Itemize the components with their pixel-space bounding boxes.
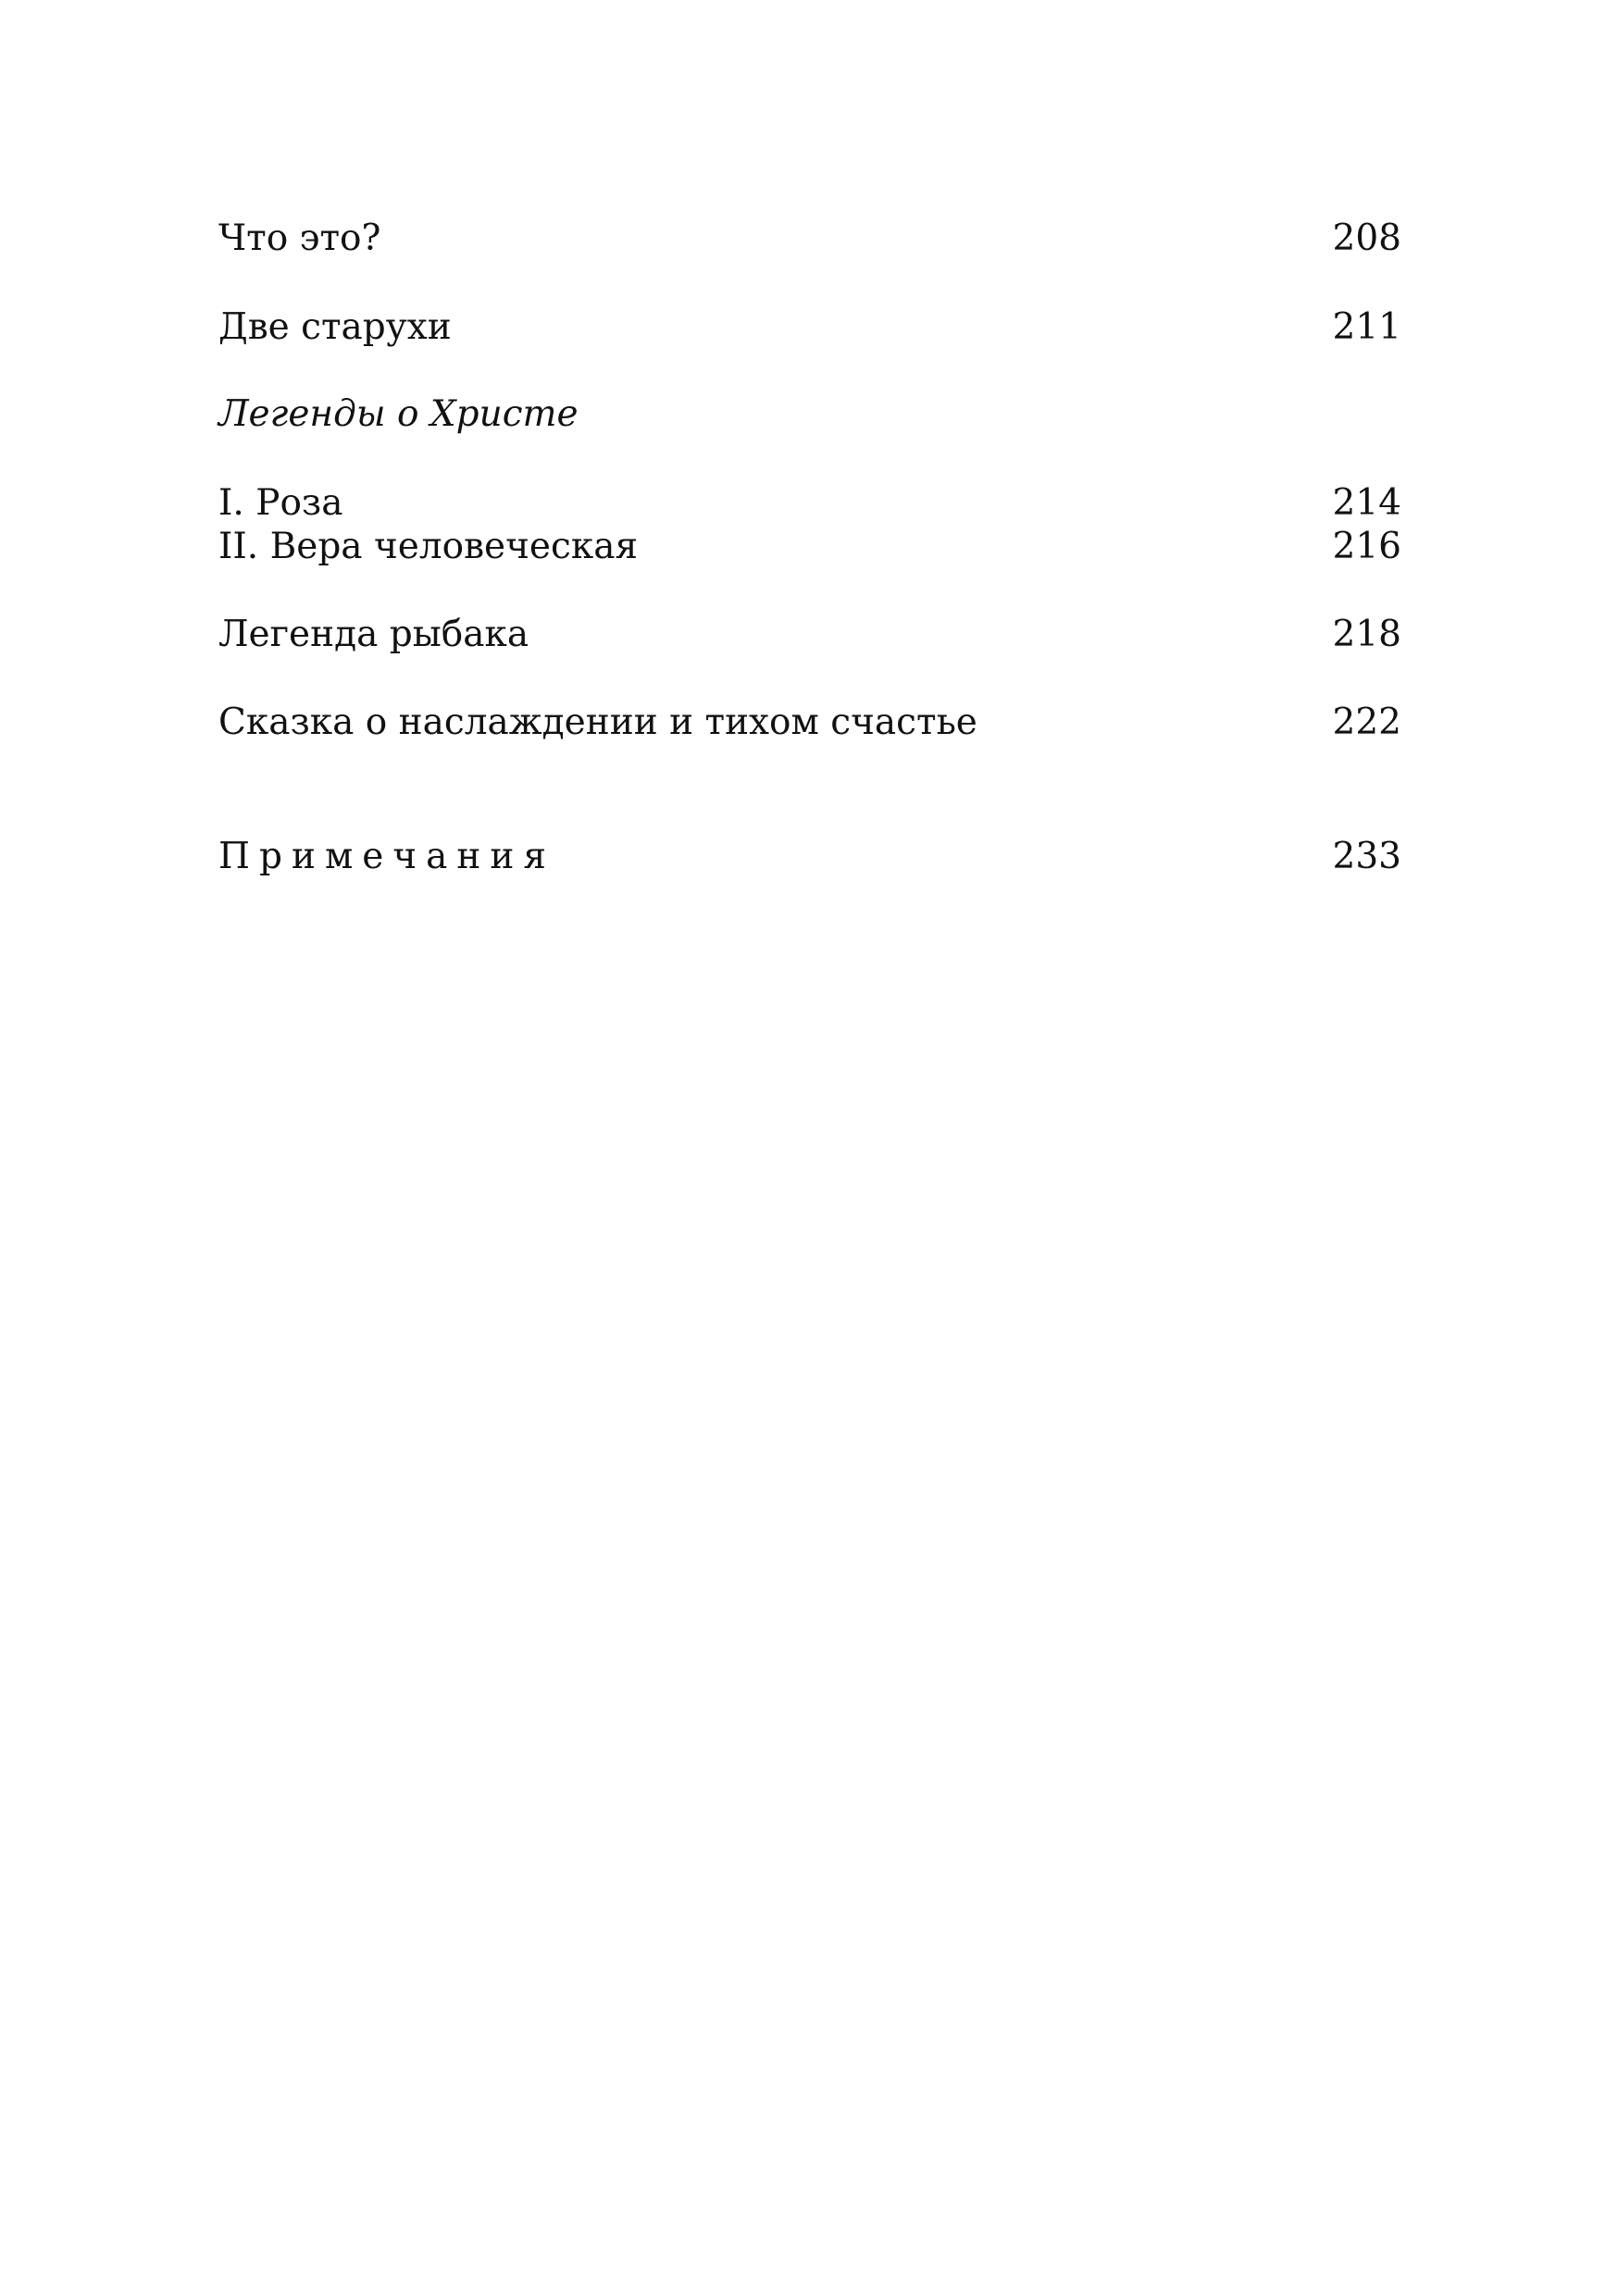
toc-entry-title: Что это? bbox=[218, 217, 381, 259]
toc-entry-page: 218 bbox=[1332, 614, 1401, 655]
toc-entry-vera bbox=[218, 525, 1401, 569]
toc-entry-title: I. Роза bbox=[218, 482, 343, 524]
toc-entry-title: Легенда рыбака bbox=[218, 614, 529, 655]
table-of-contents bbox=[218, 0, 1401, 2296]
toc-entry-title: Сказка о наслаждении и тихом счастье bbox=[218, 701, 977, 743]
toc-entry-skazka bbox=[218, 701, 1401, 745]
toc-section-heading-legendy bbox=[218, 392, 1401, 437]
toc-entry-chto-eto bbox=[218, 217, 1401, 261]
toc-entry-page: 222 bbox=[1332, 701, 1401, 743]
toc-entry-title: II. Вера человеческая bbox=[218, 526, 639, 567]
toc-entry-roza bbox=[218, 481, 1401, 526]
toc-entry-page: 216 bbox=[1332, 526, 1401, 567]
toc-entry-primechaniya bbox=[218, 835, 1401, 879]
toc-entry-page: 233 bbox=[1332, 836, 1401, 877]
toc-entry-legenda-rybaka bbox=[218, 613, 1401, 657]
toc-entry-title: Две старухи bbox=[218, 306, 452, 348]
toc-section-title: Легенды о Христе bbox=[218, 393, 579, 435]
toc-entry-page: 208 bbox=[1332, 217, 1401, 259]
toc-entry-dve-starukhi bbox=[218, 305, 1401, 350]
toc-entry-title: Примечания bbox=[218, 836, 556, 877]
toc-entry-page: 211 bbox=[1332, 306, 1401, 348]
toc-entry-page: 214 bbox=[1332, 482, 1401, 524]
